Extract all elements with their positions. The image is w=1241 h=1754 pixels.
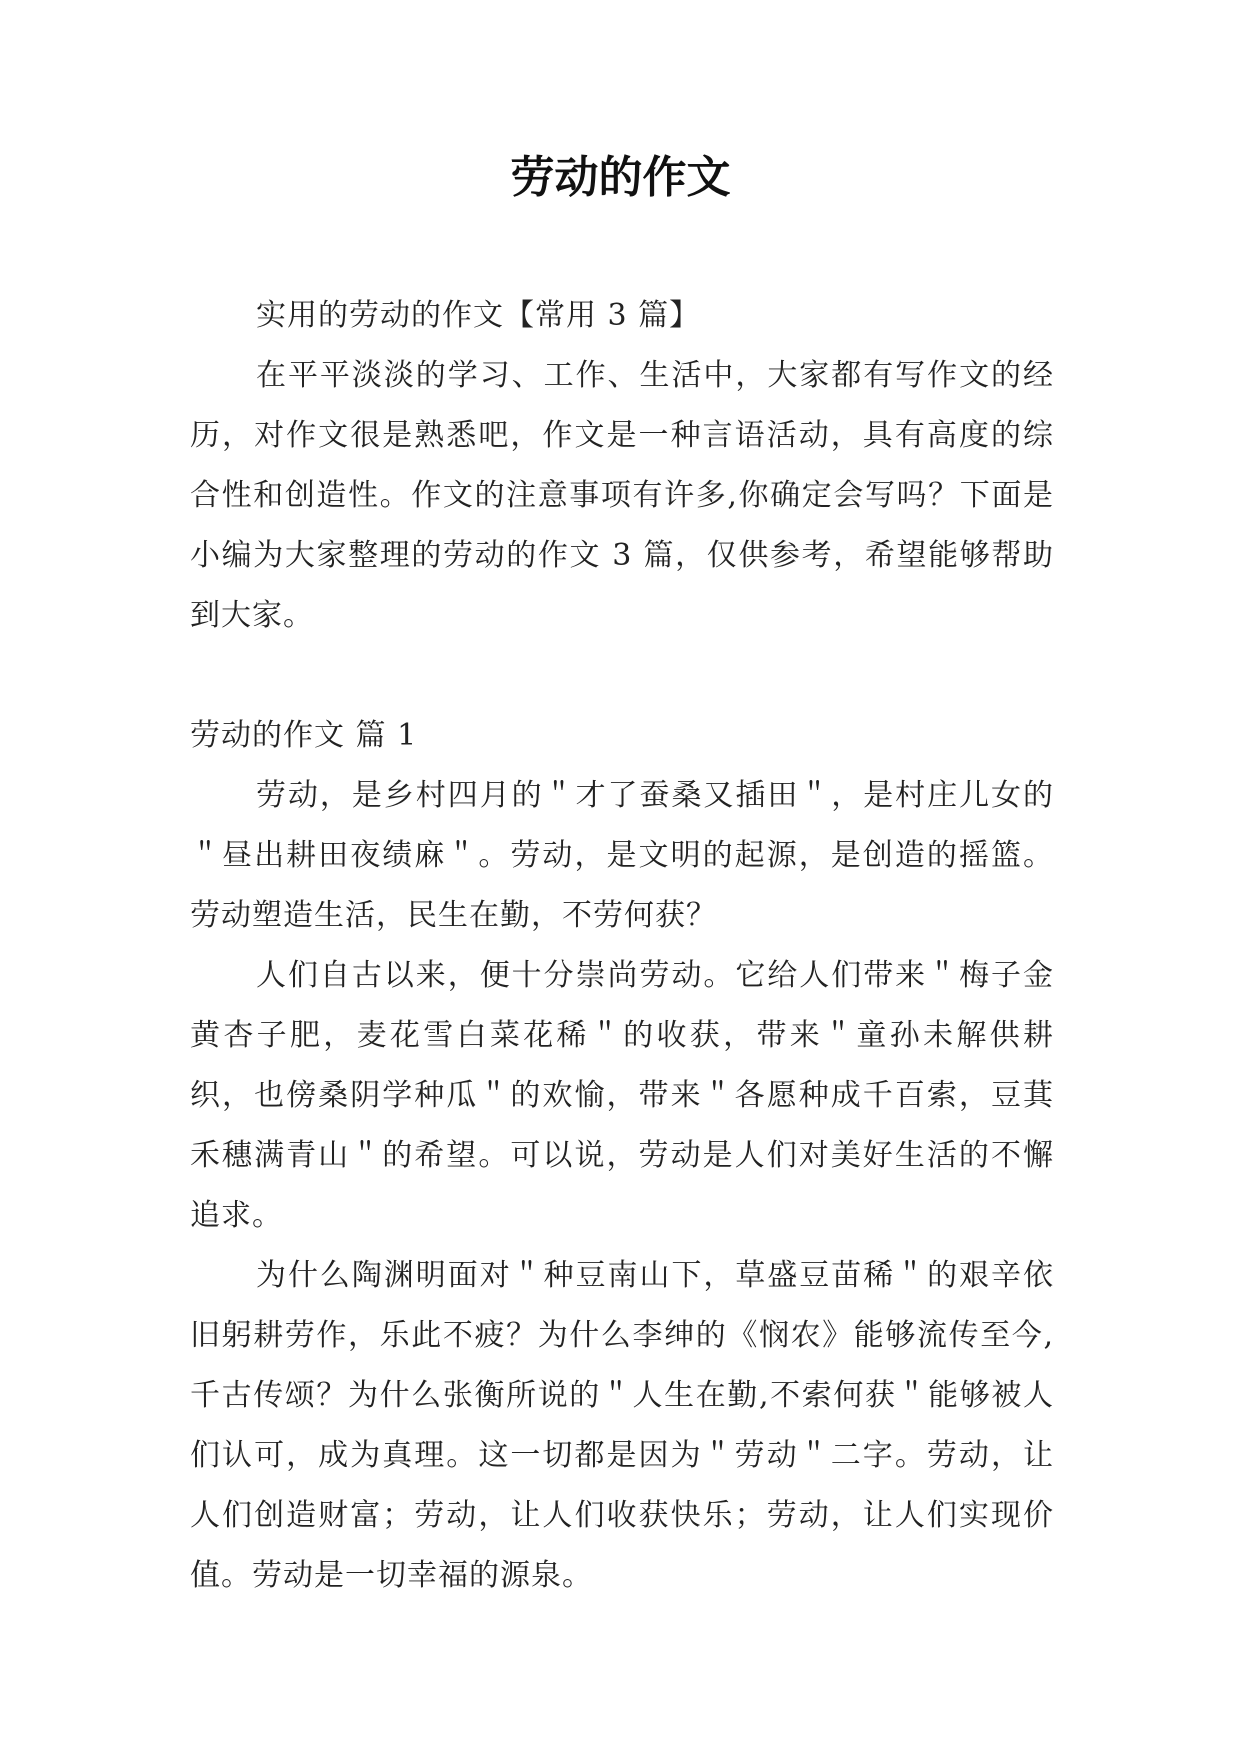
section-heading: 劳动的作文 篇 1 xyxy=(190,718,418,753)
body-paragraph-1: 劳动，是乡村四月的＂才了蚕桑又插田＂，是村庄儿女的＂昼出耕田夜绩麻＂。劳动，是文明的起源，是创造的摇篮。劳动塑造生活，民生在勤，不劳何获？ xyxy=(190,778,1054,933)
document-body xyxy=(190,286,1054,1606)
body-paragraph-3: 为什么陶渊明面对＂种豆南山下，草盛豆苗稀＂的艰辛依旧躬耕劳作，乐此不疲？为什么李绅的《悯农》能够流传至今,千古传颂？为什么张衡所说的＂人生在勤,不索何获＂能够被人们认可，成为真理。这一切都是因为＂劳动＂二字。劳动，让人们创造财富；劳动，让人们收获快乐；劳动，让人们实现价值。劳动是一切幸福的源泉。 xyxy=(190,1258,1054,1593)
body-paragraph-2: 人们自古以来，便十分崇尚劳动。它给人们带来＂梅子金黄杏子肥，麦花雪白菜花稀＂的收获，带来＂童孙未解供耕织，也傍桑阴学种瓜＂的欢愉，带来＂各愿种成千百索，豆萁禾穗满青山＂的希望。可以说，劳动是人们对美好生活的不懈追求。 xyxy=(190,958,1054,1233)
document-title: 劳动的作文 xyxy=(510,152,731,203)
intro-subtitle: 实用的劳动的作文【常用 3 篇】 xyxy=(256,298,701,333)
section-spacer xyxy=(190,646,1054,706)
intro-paragraph: 在平平淡淡的学习、工作、生活中，大家都有写作文的经历，对作文很是熟悉吧，作文是一种言语活动，具有高度的综合性和创造性。作文的注意事项有许多,你确定会写吗？下面是小编为大家整理的劳动的作文 3 篇，仅供参考，希望能够帮助到大家。 xyxy=(190,358,1054,633)
